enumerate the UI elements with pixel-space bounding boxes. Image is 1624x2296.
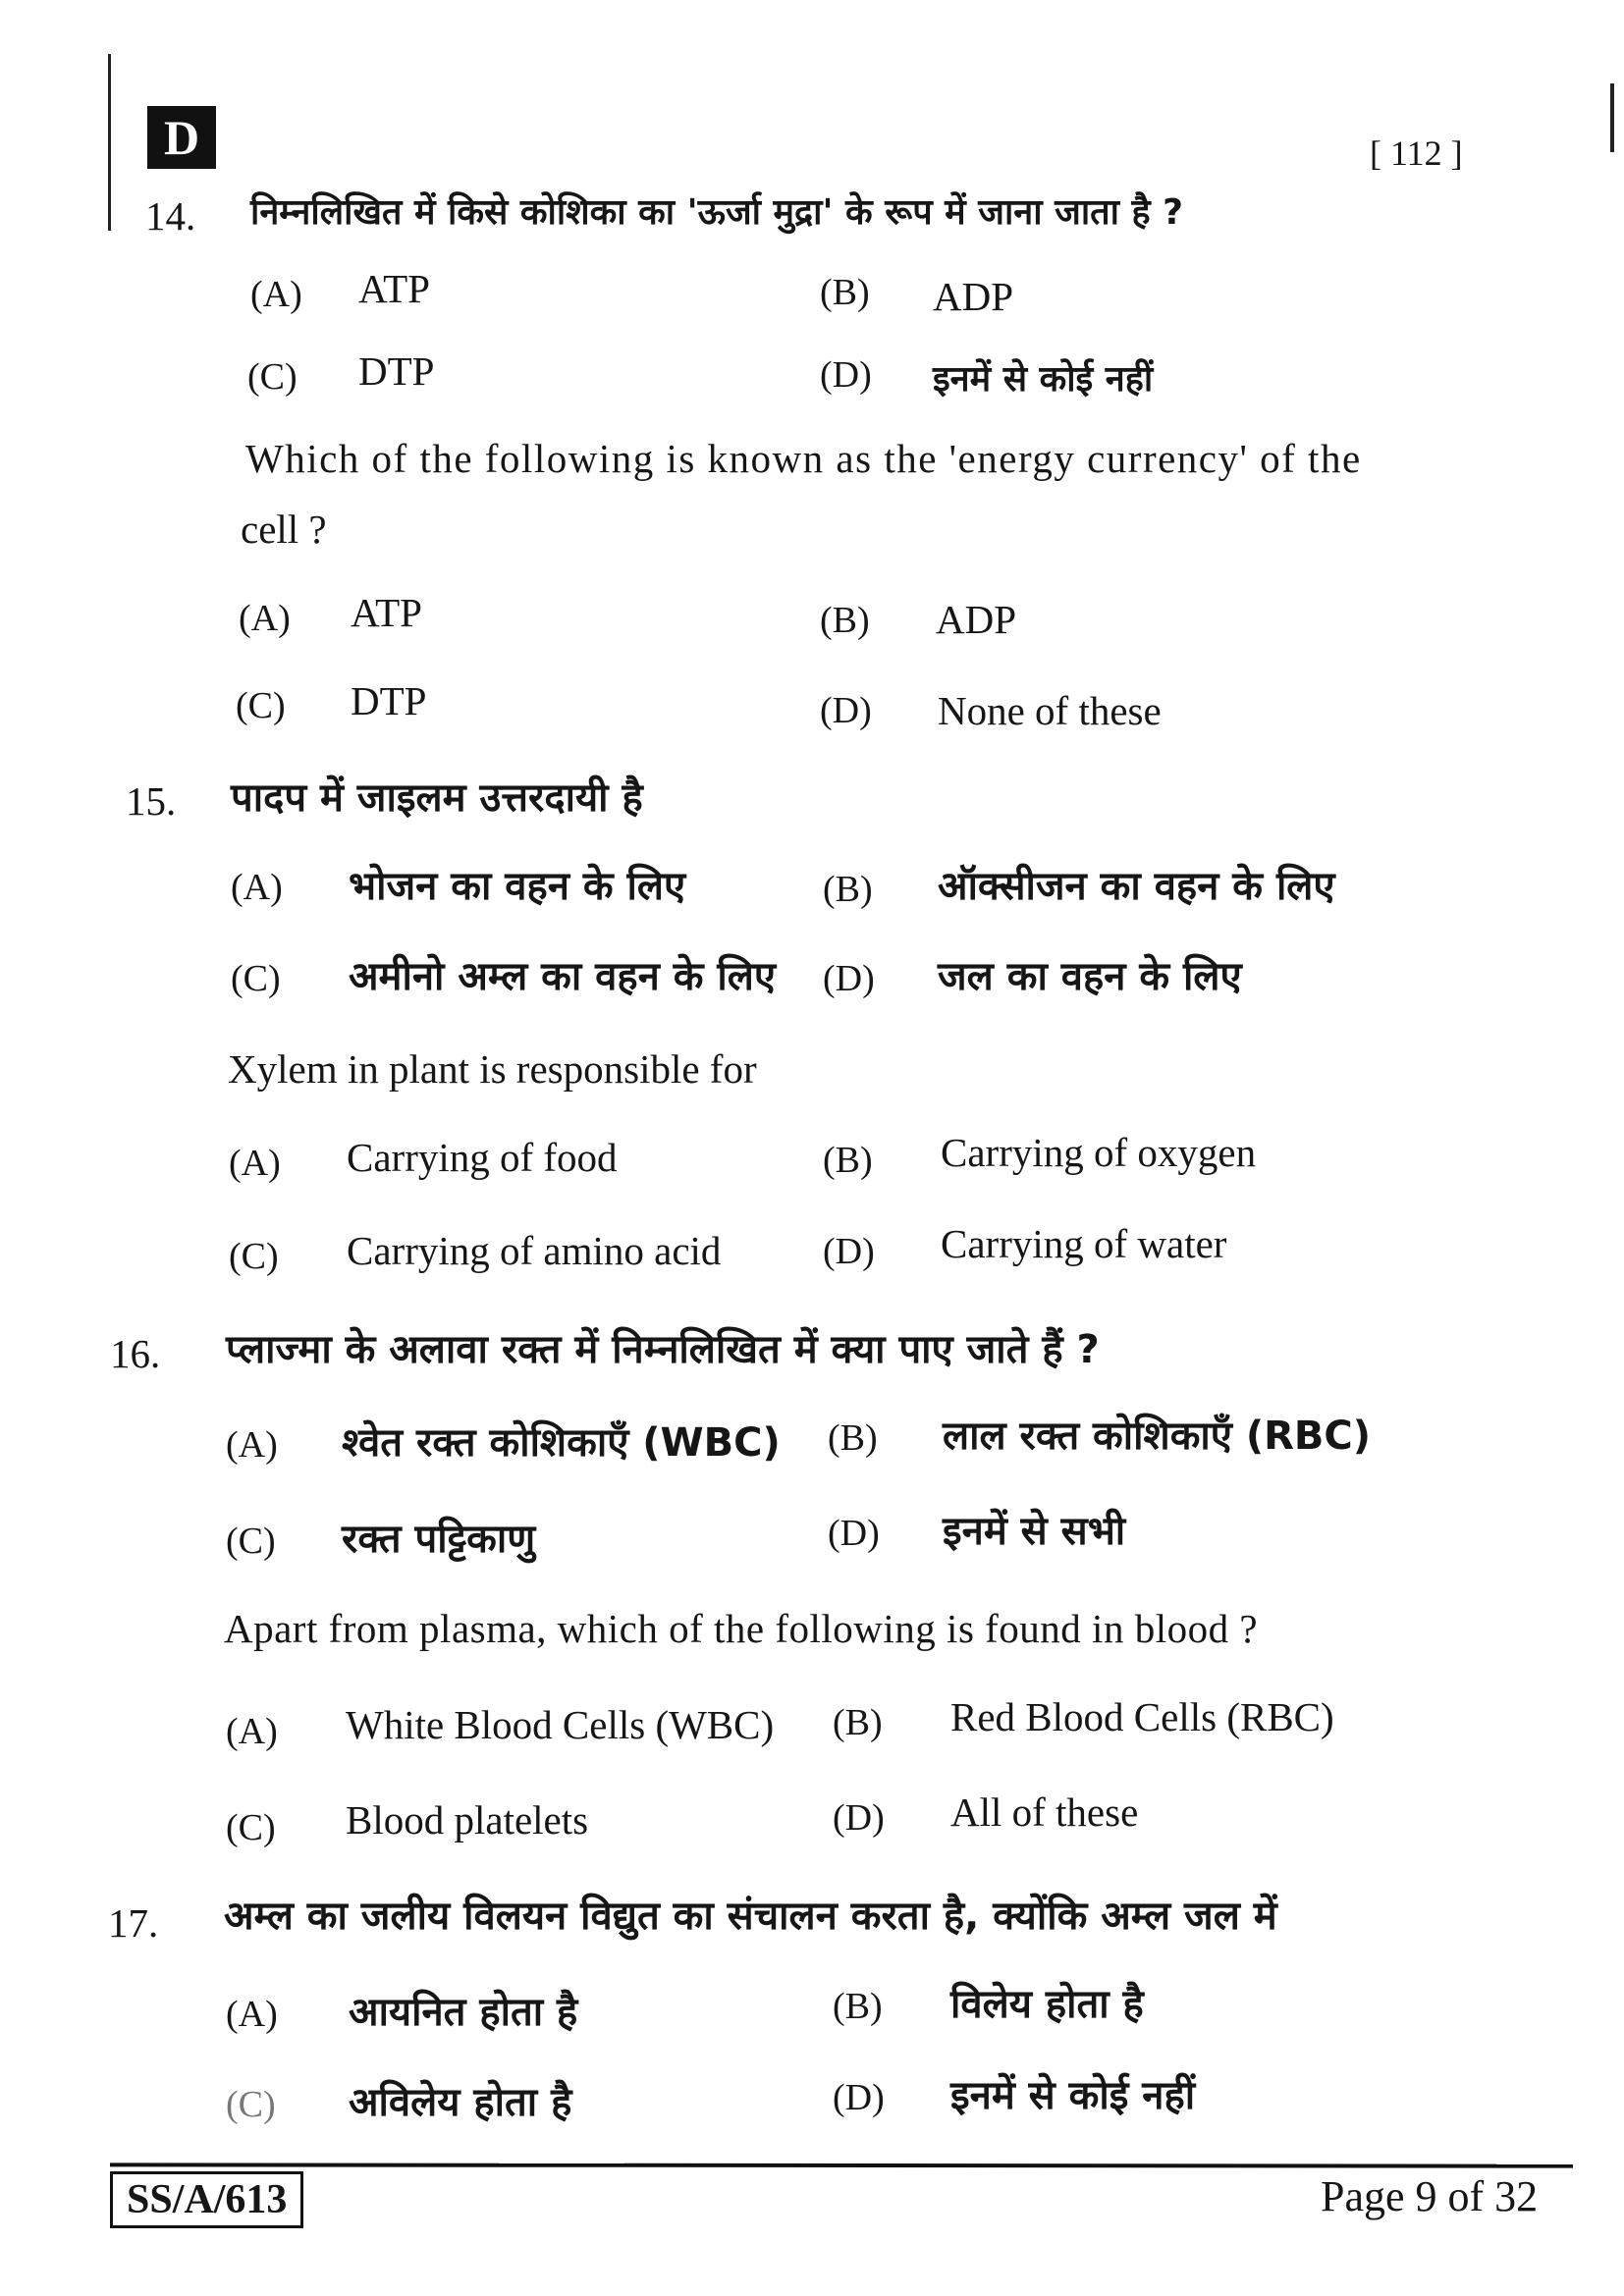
option-label: (C) — [247, 356, 298, 398]
question-number: 17. — [108, 1900, 159, 1946]
option-label: (B) — [820, 272, 870, 313]
option-text: Carrying of water — [941, 1221, 1227, 1266]
option-text: DTP — [351, 678, 427, 723]
option-label: (B) — [833, 1986, 883, 2027]
option-text: जल का वहन के लिए — [938, 954, 1242, 999]
option-text: Red Blood Cells (RBC) — [950, 1694, 1334, 1739]
option-text: All of these — [950, 1789, 1139, 1835]
option-text: अमीनो अम्ल का वहन के लिए — [349, 954, 776, 999]
question-text-hindi: प्लाज्मा के अलावा रक्त में निम्नलिखित में क्या पाए जाते हैं ? — [226, 1327, 1100, 1372]
option-label: (B) — [833, 1702, 883, 1743]
option-text: अविलेय होता है — [349, 2080, 572, 2125]
option-label: (B) — [820, 600, 870, 641]
option-label: (B) — [823, 869, 873, 910]
option-label: (C) — [229, 1236, 279, 1277]
option-label: (A) — [229, 1143, 281, 1184]
option-label: (D) — [833, 2077, 885, 2118]
option-text: इनमें से सभी — [943, 1509, 1126, 1554]
option-label: (A) — [226, 1711, 278, 1752]
margin-line — [108, 54, 111, 231]
option-text: DTP — [358, 348, 435, 394]
option-label: (B) — [828, 1417, 878, 1459]
option-label: (D) — [820, 690, 872, 731]
option-label: (A) — [239, 598, 291, 639]
option-text: Carrying of food — [347, 1135, 618, 1180]
question-text-english: Apart from plasma, which of the following is found in blood ? — [224, 1606, 1259, 1651]
option-text: Carrying of amino acid — [347, 1228, 722, 1273]
option-label: (C) — [231, 958, 281, 999]
option-text: Carrying of oxygen — [941, 1130, 1257, 1175]
question-text-english: Xylem in plant is responsible for — [228, 1046, 757, 1092]
option-text: ADP — [936, 597, 1017, 642]
option-text: ADP — [933, 274, 1014, 319]
question-number: 15. — [126, 778, 177, 824]
option-text: आयनित होता है — [349, 1990, 578, 2035]
option-label: (A) — [231, 867, 283, 908]
option-text: None of these — [938, 688, 1162, 733]
option-label: (A) — [226, 1424, 278, 1466]
option-text: इनमें से कोई नहीं — [933, 359, 1154, 400]
option-text: ATP — [351, 590, 422, 635]
option-label: (C) — [226, 1807, 276, 1848]
set-badge: D — [147, 106, 216, 169]
option-label: (D) — [823, 1231, 875, 1272]
question-text-english: Which of the following is known as the 'energy currency' of the — [245, 436, 1362, 481]
question-number: 14. — [145, 193, 196, 239]
question-text-hindi: निम्नलिखित में किसे कोशिका का 'ऊर्जा मुद्रा' के रूप में जाना जाता है ? — [250, 192, 1184, 233]
option-label: (D) — [820, 354, 872, 396]
margin-mark — [1610, 83, 1614, 152]
option-label: (D) — [828, 1513, 880, 1554]
option-label: (D) — [823, 958, 875, 999]
option-label: (B) — [823, 1140, 873, 1181]
option-label: (A) — [226, 1994, 278, 2035]
option-text: ATP — [358, 266, 430, 311]
option-text: लाल रक्त कोशिकाएँ (RBC) — [943, 1414, 1372, 1459]
option-text: रक्त पट्टिकाणु — [342, 1517, 536, 1562]
option-label: (A) — [250, 274, 302, 315]
option-label: (D) — [833, 1797, 885, 1839]
footer-rule — [110, 2163, 1573, 2167]
paper-code: SS/A/613 — [110, 2171, 303, 2228]
option-label: (C) — [226, 1521, 276, 1562]
option-label: (C) — [236, 685, 286, 726]
option-label: (C) — [226, 2084, 276, 2125]
option-text: Blood platelets — [346, 1797, 589, 1842]
question-text-english: cell ? — [241, 507, 327, 552]
page-number: Page 9 of 32 — [1321, 2172, 1539, 2220]
question-code: [ 112 ] — [1370, 133, 1463, 173]
option-text: विलेय होता है — [950, 1982, 1144, 2027]
option-text: ऑक्सीजन का वहन के लिए — [938, 864, 1335, 909]
option-text: श्वेत रक्त कोशिकाएँ (WBC) — [342, 1420, 781, 1466]
question-number: 16. — [110, 1331, 161, 1376]
option-text: भोजन का वहन के लिए — [349, 864, 686, 909]
option-text: White Blood Cells (WBC) — [346, 1702, 775, 1747]
question-text-hindi: अम्ल का जलीय विलयन विद्युत का संचालन करता है, क्योंकि अम्ल जल में — [224, 1894, 1277, 1939]
question-text-hindi: पादप में जाइलम उत्तरदायी है — [231, 775, 643, 821]
option-text: इनमें से कोई नहीं — [950, 2073, 1196, 2118]
